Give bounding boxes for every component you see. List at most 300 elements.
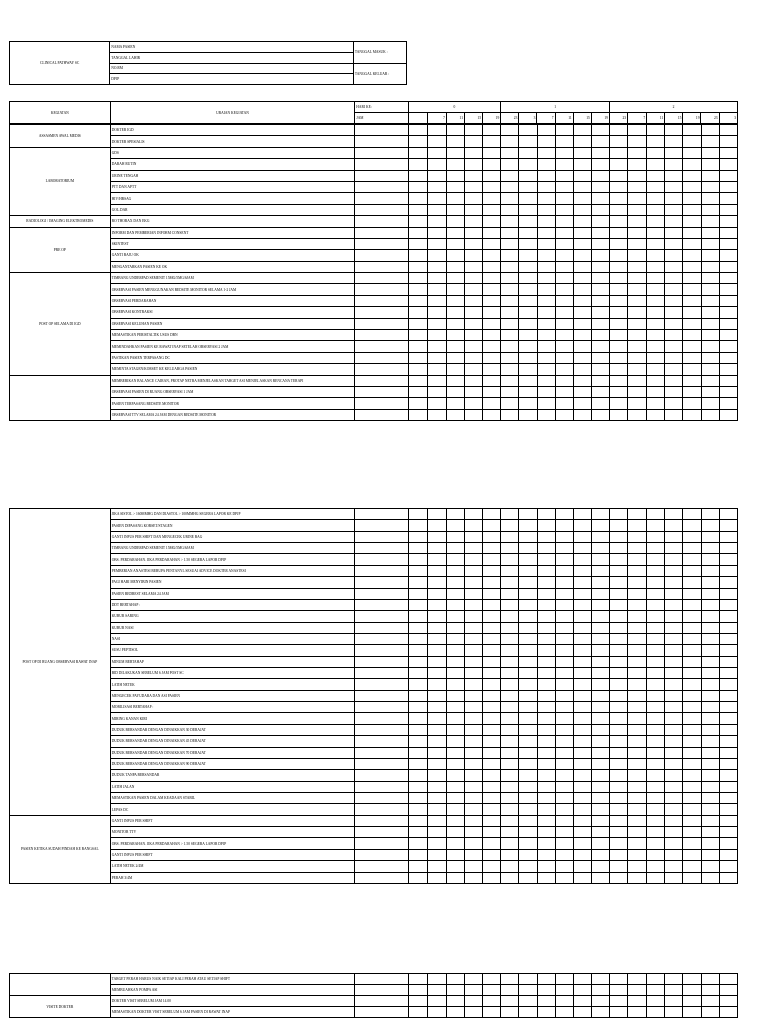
- checklist-cell[interactable]: [537, 261, 555, 272]
- checklist-cell[interactable]: [647, 1007, 665, 1018]
- checklist-cell[interactable]: [519, 861, 537, 872]
- checklist-cell[interactable]: [446, 633, 464, 644]
- checklist-cell[interactable]: [408, 543, 427, 554]
- checklist-cell[interactable]: [537, 736, 555, 747]
- checklist-cell[interactable]: [446, 136, 464, 147]
- checklist-cell[interactable]: [573, 679, 591, 690]
- checklist-cell[interactable]: [683, 509, 701, 520]
- checklist-cell[interactable]: [483, 656, 501, 667]
- checklist-cell[interactable]: [427, 668, 446, 679]
- checklist-cell[interactable]: [701, 838, 719, 849]
- checklist-cell[interactable]: [647, 375, 665, 386]
- checklist-cell[interactable]: [683, 147, 701, 158]
- checklist-cell[interactable]: [573, 849, 591, 860]
- checklist-cell[interactable]: [408, 509, 427, 520]
- checklist-cell[interactable]: [665, 645, 683, 656]
- checklist-cell[interactable]: [519, 352, 537, 363]
- checklist-cell[interactable]: [665, 690, 683, 701]
- checklist-cell[interactable]: [701, 792, 719, 803]
- checklist-cell[interactable]: [609, 656, 627, 667]
- checklist-cell[interactable]: [501, 633, 519, 644]
- checklist-cell[interactable]: [683, 577, 701, 588]
- checklist-cell[interactable]: [519, 543, 537, 554]
- checklist-cell[interactable]: [519, 872, 537, 883]
- checklist-cell[interactable]: [408, 273, 427, 284]
- checklist-cell[interactable]: [701, 193, 719, 204]
- checklist-cell[interactable]: [719, 409, 737, 420]
- checklist-cell[interactable]: [555, 827, 573, 838]
- checklist-cell[interactable]: [537, 815, 555, 826]
- checklist-cell[interactable]: [483, 815, 501, 826]
- checklist-cell[interactable]: [591, 147, 609, 158]
- checklist-cell[interactable]: [609, 193, 627, 204]
- checklist-cell[interactable]: [408, 284, 427, 295]
- checklist-cell[interactable]: [591, 204, 609, 215]
- checklist-cell[interactable]: [446, 147, 464, 158]
- checklist-cell[interactable]: [573, 668, 591, 679]
- checklist-cell[interactable]: [647, 181, 665, 192]
- checklist-cell[interactable]: [628, 159, 647, 170]
- checklist-cell[interactable]: [519, 125, 537, 136]
- checklist-cell[interactable]: [609, 398, 627, 409]
- checklist-cell[interactable]: [483, 509, 501, 520]
- checklist-cell[interactable]: [446, 330, 464, 341]
- checklist-cell[interactable]: [427, 509, 446, 520]
- checklist-cell[interactable]: [628, 622, 647, 633]
- checklist-cell[interactable]: [573, 758, 591, 769]
- checklist-cell[interactable]: [609, 713, 627, 724]
- checklist-cell[interactable]: [665, 838, 683, 849]
- checklist-cell[interactable]: [465, 520, 483, 531]
- checklist-cell[interactable]: [519, 996, 537, 1007]
- checklist-cell[interactable]: [573, 125, 591, 136]
- checklist-cell[interactable]: [408, 792, 427, 803]
- checklist-cell[interactable]: [465, 330, 483, 341]
- checklist-cell[interactable]: [483, 352, 501, 363]
- checklist-cell[interactable]: [465, 611, 483, 622]
- checklist-cell[interactable]: [609, 747, 627, 758]
- checklist-cell[interactable]: [483, 565, 501, 576]
- checklist-cell[interactable]: [465, 398, 483, 409]
- checklist-cell[interactable]: [465, 849, 483, 860]
- checklist-cell[interactable]: [408, 985, 427, 996]
- checklist-cell[interactable]: [483, 531, 501, 542]
- checklist-cell[interactable]: [537, 861, 555, 872]
- checklist-cell[interactable]: [683, 679, 701, 690]
- checklist-cell[interactable]: [609, 318, 627, 329]
- checklist-cell[interactable]: [665, 554, 683, 565]
- checklist-cell[interactable]: [609, 690, 627, 701]
- checklist-cell[interactable]: [683, 531, 701, 542]
- checklist-cell[interactable]: [427, 781, 446, 792]
- checklist-cell[interactable]: [446, 273, 464, 284]
- checklist-cell[interactable]: [427, 736, 446, 747]
- checklist-cell[interactable]: [465, 307, 483, 318]
- checklist-cell[interactable]: [628, 1007, 647, 1018]
- checklist-cell[interactable]: [701, 227, 719, 238]
- checklist-cell[interactable]: [446, 702, 464, 713]
- checklist-cell[interactable]: [665, 181, 683, 192]
- checklist-cell[interactable]: [609, 520, 627, 531]
- checklist-cell[interactable]: [427, 398, 446, 409]
- checklist-cell[interactable]: [555, 736, 573, 747]
- checklist-cell[interactable]: [628, 577, 647, 588]
- checklist-cell[interactable]: [665, 792, 683, 803]
- checklist-cell[interactable]: [701, 352, 719, 363]
- checklist-cell[interactable]: [408, 295, 427, 306]
- checklist-cell[interactable]: [665, 136, 683, 147]
- checklist-cell[interactable]: [573, 656, 591, 667]
- checklist-cell[interactable]: [465, 136, 483, 147]
- checklist-cell[interactable]: [647, 398, 665, 409]
- checklist-cell[interactable]: [665, 577, 683, 588]
- checklist-cell[interactable]: [446, 554, 464, 565]
- checklist-cell[interactable]: [537, 341, 555, 352]
- checklist-cell[interactable]: [683, 284, 701, 295]
- checklist-cell[interactable]: [483, 204, 501, 215]
- checklist-cell[interactable]: [501, 849, 519, 860]
- checklist-cell[interactable]: [573, 985, 591, 996]
- checklist-cell[interactable]: [683, 273, 701, 284]
- checklist-cell[interactable]: [573, 170, 591, 181]
- checklist-cell[interactable]: [408, 531, 427, 542]
- checklist-cell[interactable]: [591, 181, 609, 192]
- checklist-cell[interactable]: [628, 509, 647, 520]
- checklist-cell[interactable]: [555, 611, 573, 622]
- checklist-cell[interactable]: [465, 409, 483, 420]
- checklist-cell[interactable]: [609, 736, 627, 747]
- checklist-cell[interactable]: [427, 1007, 446, 1018]
- checklist-cell[interactable]: [573, 815, 591, 826]
- checklist-cell[interactable]: [683, 747, 701, 758]
- checklist-cell[interactable]: [465, 261, 483, 272]
- checklist-cell[interactable]: [665, 159, 683, 170]
- checklist-cell[interactable]: [519, 713, 537, 724]
- checklist-cell[interactable]: [701, 364, 719, 375]
- checklist-cell[interactable]: [647, 872, 665, 883]
- checklist-cell[interactable]: [537, 747, 555, 758]
- checklist-cell[interactable]: [446, 849, 464, 860]
- checklist-cell[interactable]: [408, 193, 427, 204]
- checklist-cell[interactable]: [537, 611, 555, 622]
- checklist-cell[interactable]: [701, 250, 719, 261]
- checklist-cell[interactable]: [483, 611, 501, 622]
- checklist-cell[interactable]: [446, 668, 464, 679]
- checklist-cell[interactable]: [591, 364, 609, 375]
- checklist-cell[interactable]: [665, 770, 683, 781]
- checklist-cell[interactable]: [427, 364, 446, 375]
- checklist-cell[interactable]: [628, 792, 647, 803]
- checklist-cell[interactable]: [647, 136, 665, 147]
- checklist-cell[interactable]: [501, 227, 519, 238]
- checklist-cell[interactable]: [573, 307, 591, 318]
- checklist-cell[interactable]: [628, 656, 647, 667]
- checklist-cell[interactable]: [408, 996, 427, 1007]
- checklist-cell[interactable]: [628, 974, 647, 985]
- checklist-cell[interactable]: [609, 364, 627, 375]
- checklist-cell[interactable]: [501, 792, 519, 803]
- checklist-cell[interactable]: [519, 238, 537, 249]
- checklist-cell[interactable]: [446, 804, 464, 815]
- checklist-cell[interactable]: [665, 622, 683, 633]
- checklist-cell[interactable]: [483, 633, 501, 644]
- checklist-cell[interactable]: [446, 170, 464, 181]
- checklist-cell[interactable]: [555, 645, 573, 656]
- checklist-cell[interactable]: [628, 588, 647, 599]
- checklist-cell[interactable]: [628, 736, 647, 747]
- checklist-cell[interactable]: [591, 611, 609, 622]
- checklist-cell[interactable]: [537, 170, 555, 181]
- checklist-cell[interactable]: [591, 1007, 609, 1018]
- checklist-cell[interactable]: [555, 386, 573, 397]
- checklist-cell[interactable]: [573, 375, 591, 386]
- checklist-cell[interactable]: [609, 577, 627, 588]
- checklist-cell[interactable]: [609, 330, 627, 341]
- checklist-cell[interactable]: [555, 364, 573, 375]
- checklist-cell[interactable]: [501, 985, 519, 996]
- checklist-cell[interactable]: [519, 261, 537, 272]
- checklist-cell[interactable]: [465, 364, 483, 375]
- checklist-cell[interactable]: [701, 861, 719, 872]
- checklist-cell[interactable]: [465, 125, 483, 136]
- checklist-cell[interactable]: [609, 543, 627, 554]
- checklist-cell[interactable]: [465, 577, 483, 588]
- checklist-cell[interactable]: [483, 398, 501, 409]
- checklist-cell[interactable]: [628, 307, 647, 318]
- checklist-cell[interactable]: [501, 758, 519, 769]
- checklist-cell[interactable]: [647, 713, 665, 724]
- checklist-cell[interactable]: [719, 838, 737, 849]
- checklist-cell[interactable]: [665, 352, 683, 363]
- checklist-cell[interactable]: [408, 872, 427, 883]
- checklist-cell[interactable]: [537, 781, 555, 792]
- checklist-cell[interactable]: [719, 386, 737, 397]
- checklist-cell[interactable]: [665, 702, 683, 713]
- checklist-cell[interactable]: [408, 554, 427, 565]
- checklist-cell[interactable]: [408, 645, 427, 656]
- checklist-cell[interactable]: [465, 985, 483, 996]
- checklist-cell[interactable]: [573, 398, 591, 409]
- checklist-cell[interactable]: [408, 565, 427, 576]
- checklist-cell[interactable]: [683, 159, 701, 170]
- checklist-cell[interactable]: [483, 861, 501, 872]
- checklist-cell[interactable]: [683, 307, 701, 318]
- checklist-cell[interactable]: [701, 724, 719, 735]
- checklist-cell[interactable]: [446, 611, 464, 622]
- checklist-cell[interactable]: [719, 656, 737, 667]
- checklist-cell[interactable]: [446, 565, 464, 576]
- checklist-cell[interactable]: [609, 307, 627, 318]
- checklist-cell[interactable]: [609, 284, 627, 295]
- checklist-cell[interactable]: [573, 330, 591, 341]
- checklist-cell[interactable]: [647, 985, 665, 996]
- checklist-cell[interactable]: [647, 781, 665, 792]
- checklist-cell[interactable]: [427, 565, 446, 576]
- checklist-cell[interactable]: [719, 781, 737, 792]
- checklist-cell[interactable]: [446, 838, 464, 849]
- checklist-cell[interactable]: [519, 250, 537, 261]
- checklist-cell[interactable]: [501, 398, 519, 409]
- checklist-cell[interactable]: [465, 238, 483, 249]
- checklist-cell[interactable]: [591, 827, 609, 838]
- checklist-cell[interactable]: [408, 307, 427, 318]
- checklist-cell[interactable]: [609, 849, 627, 860]
- checklist-cell[interactable]: [665, 724, 683, 735]
- checklist-cell[interactable]: [465, 599, 483, 610]
- checklist-cell[interactable]: [408, 375, 427, 386]
- checklist-cell[interactable]: [591, 770, 609, 781]
- checklist-cell[interactable]: [501, 996, 519, 1007]
- checklist-cell[interactable]: [427, 125, 446, 136]
- checklist-cell[interactable]: [573, 193, 591, 204]
- checklist-cell[interactable]: [719, 724, 737, 735]
- checklist-cell[interactable]: [427, 588, 446, 599]
- checklist-cell[interactable]: [683, 849, 701, 860]
- checklist-cell[interactable]: [427, 181, 446, 192]
- checklist-cell[interactable]: [537, 159, 555, 170]
- checklist-cell[interactable]: [665, 341, 683, 352]
- checklist-cell[interactable]: [628, 565, 647, 576]
- checklist-cell[interactable]: [647, 611, 665, 622]
- checklist-cell[interactable]: [683, 702, 701, 713]
- checklist-cell[interactable]: [719, 861, 737, 872]
- checklist-cell[interactable]: [665, 588, 683, 599]
- checklist-cell[interactable]: [537, 125, 555, 136]
- checklist-cell[interactable]: [683, 827, 701, 838]
- checklist-cell[interactable]: [701, 520, 719, 531]
- checklist-cell[interactable]: [628, 668, 647, 679]
- checklist-cell[interactable]: [628, 554, 647, 565]
- checklist-cell[interactable]: [519, 204, 537, 215]
- checklist-cell[interactable]: [591, 645, 609, 656]
- checklist-cell[interactable]: [555, 770, 573, 781]
- checklist-cell[interactable]: [483, 307, 501, 318]
- checklist-cell[interactable]: [427, 577, 446, 588]
- checklist-cell[interactable]: [465, 702, 483, 713]
- checklist-cell[interactable]: [591, 330, 609, 341]
- checklist-cell[interactable]: [408, 520, 427, 531]
- checklist-cell[interactable]: [446, 815, 464, 826]
- checklist-cell[interactable]: [573, 181, 591, 192]
- checklist-cell[interactable]: [719, 827, 737, 838]
- checklist-cell[interactable]: [465, 770, 483, 781]
- checklist-cell[interactable]: [555, 656, 573, 667]
- checklist-cell[interactable]: [665, 193, 683, 204]
- checklist-cell[interactable]: [647, 307, 665, 318]
- checklist-cell[interactable]: [555, 599, 573, 610]
- checklist-cell[interactable]: [519, 724, 537, 735]
- checklist-cell[interactable]: [555, 295, 573, 306]
- checklist-cell[interactable]: [446, 509, 464, 520]
- checklist-cell[interactable]: [573, 724, 591, 735]
- checklist-cell[interactable]: [701, 974, 719, 985]
- checklist-cell[interactable]: [701, 136, 719, 147]
- checklist-cell[interactable]: [591, 375, 609, 386]
- checklist-cell[interactable]: [408, 250, 427, 261]
- checklist-cell[interactable]: [555, 996, 573, 1007]
- checklist-cell[interactable]: [501, 702, 519, 713]
- checklist-cell[interactable]: [647, 565, 665, 576]
- checklist-cell[interactable]: [427, 147, 446, 158]
- checklist-cell[interactable]: [519, 827, 537, 838]
- checklist-cell[interactable]: [465, 341, 483, 352]
- checklist-cell[interactable]: [665, 974, 683, 985]
- checklist-cell[interactable]: [609, 815, 627, 826]
- checklist-cell[interactable]: [609, 216, 627, 227]
- checklist-cell[interactable]: [519, 554, 537, 565]
- checklist-cell[interactable]: [701, 554, 719, 565]
- checklist-cell[interactable]: [483, 838, 501, 849]
- checklist-cell[interactable]: [483, 181, 501, 192]
- checklist-cell[interactable]: [628, 690, 647, 701]
- checklist-cell[interactable]: [647, 509, 665, 520]
- checklist-cell[interactable]: [465, 147, 483, 158]
- checklist-cell[interactable]: [537, 181, 555, 192]
- checklist-cell[interactable]: [665, 509, 683, 520]
- checklist-cell[interactable]: [647, 170, 665, 181]
- checklist-cell[interactable]: [483, 238, 501, 249]
- checklist-cell[interactable]: [519, 599, 537, 610]
- checklist-cell[interactable]: [647, 284, 665, 295]
- checklist-cell[interactable]: [408, 181, 427, 192]
- checklist-cell[interactable]: [647, 838, 665, 849]
- checklist-cell[interactable]: [519, 398, 537, 409]
- checklist-cell[interactable]: [537, 554, 555, 565]
- checklist-cell[interactable]: [483, 827, 501, 838]
- checklist-cell[interactable]: [628, 170, 647, 181]
- checklist-cell[interactable]: [591, 724, 609, 735]
- checklist-cell[interactable]: [647, 409, 665, 420]
- checklist-cell[interactable]: [537, 679, 555, 690]
- checklist-cell[interactable]: [483, 974, 501, 985]
- checklist-cell[interactable]: [555, 341, 573, 352]
- checklist-cell[interactable]: [719, 770, 737, 781]
- checklist-cell[interactable]: [446, 861, 464, 872]
- checklist-cell[interactable]: [628, 747, 647, 758]
- checklist-cell[interactable]: [683, 599, 701, 610]
- checklist-cell[interactable]: [408, 261, 427, 272]
- checklist-cell[interactable]: [501, 1007, 519, 1018]
- checklist-cell[interactable]: [719, 531, 737, 542]
- checklist-cell[interactable]: [573, 409, 591, 420]
- checklist-cell[interactable]: [683, 645, 701, 656]
- checklist-cell[interactable]: [537, 804, 555, 815]
- checklist-cell[interactable]: [719, 136, 737, 147]
- checklist-cell[interactable]: [591, 193, 609, 204]
- checklist-cell[interactable]: [446, 307, 464, 318]
- checklist-cell[interactable]: [501, 238, 519, 249]
- checklist-cell[interactable]: [537, 656, 555, 667]
- checklist-cell[interactable]: [573, 588, 591, 599]
- checklist-cell[interactable]: [555, 170, 573, 181]
- checklist-cell[interactable]: [665, 996, 683, 1007]
- checklist-cell[interactable]: [465, 781, 483, 792]
- checklist-cell[interactable]: [573, 804, 591, 815]
- checklist-cell[interactable]: [537, 758, 555, 769]
- checklist-cell[interactable]: [665, 364, 683, 375]
- checklist-cell[interactable]: [446, 747, 464, 758]
- checklist-cell[interactable]: [609, 386, 627, 397]
- checklist-cell[interactable]: [465, 318, 483, 329]
- checklist-cell[interactable]: [483, 125, 501, 136]
- checklist-cell[interactable]: [408, 227, 427, 238]
- checklist-cell[interactable]: [501, 352, 519, 363]
- checklist-cell[interactable]: [701, 125, 719, 136]
- checklist-cell[interactable]: [701, 565, 719, 576]
- checklist-cell[interactable]: [628, 702, 647, 713]
- checklist-cell[interactable]: [719, 204, 737, 215]
- checklist-cell[interactable]: [519, 622, 537, 633]
